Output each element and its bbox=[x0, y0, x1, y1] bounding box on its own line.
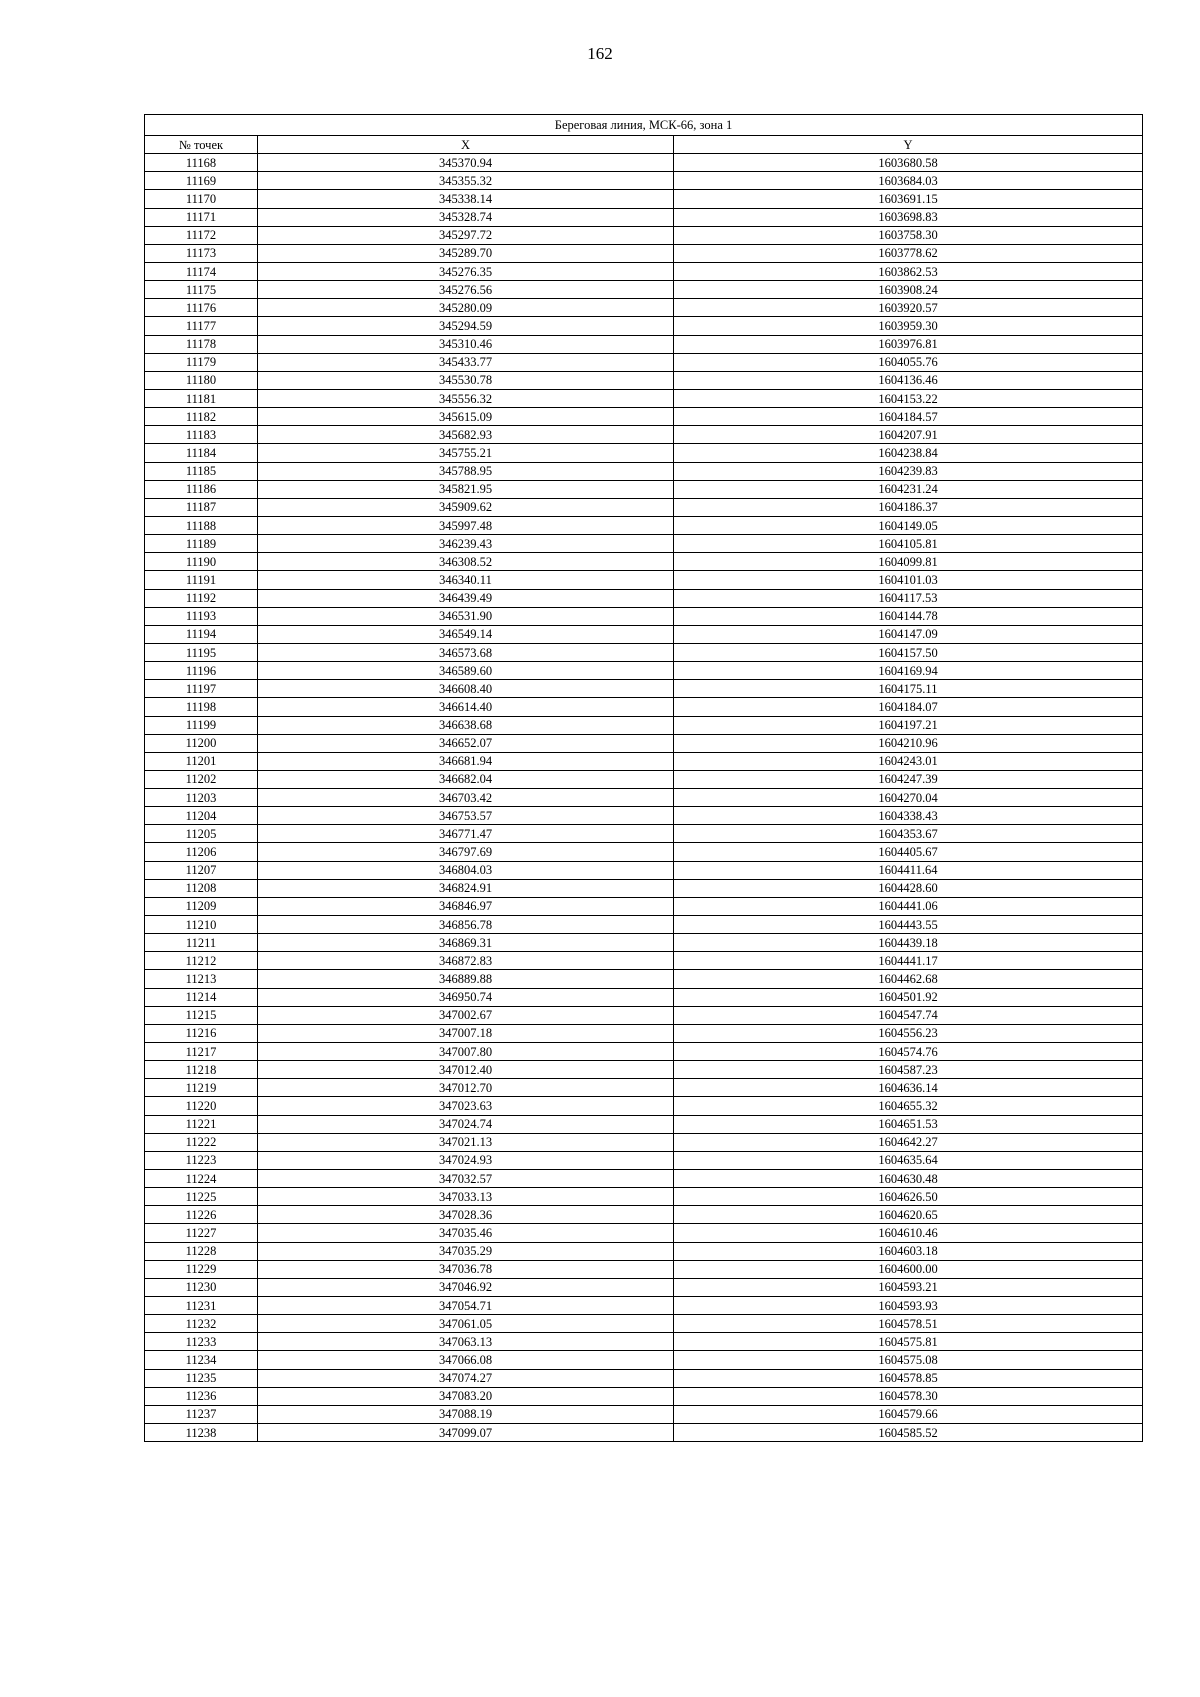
table-row bbox=[145, 770, 1143, 788]
y-cell: 1604578.85 bbox=[674, 1369, 1143, 1387]
y-cell: 1604585.52 bbox=[674, 1423, 1143, 1441]
table-row bbox=[145, 1170, 1143, 1188]
y-cell: 1603680.58 bbox=[674, 154, 1143, 172]
table-row bbox=[145, 1278, 1143, 1296]
table-row bbox=[145, 172, 1143, 190]
table-row bbox=[145, 226, 1143, 244]
point-number-cell: 11223 bbox=[145, 1151, 258, 1169]
y-cell: 1604603.18 bbox=[674, 1242, 1143, 1260]
table-row bbox=[145, 408, 1143, 426]
table-row bbox=[145, 807, 1143, 825]
table-row bbox=[145, 607, 1143, 625]
y-cell: 1604147.09 bbox=[674, 625, 1143, 643]
point-number-cell: 11214 bbox=[145, 988, 258, 1006]
table-row bbox=[145, 299, 1143, 317]
point-number-cell: 11182 bbox=[145, 408, 258, 426]
table-row bbox=[145, 752, 1143, 770]
x-cell: 346681.94 bbox=[258, 752, 674, 770]
x-cell: 345276.35 bbox=[258, 262, 674, 280]
point-number-cell: 11220 bbox=[145, 1097, 258, 1115]
table-row bbox=[145, 1351, 1143, 1369]
y-cell: 1603691.15 bbox=[674, 190, 1143, 208]
y-cell: 1604247.39 bbox=[674, 770, 1143, 788]
x-cell: 346439.49 bbox=[258, 589, 674, 607]
point-number-cell: 11197 bbox=[145, 680, 258, 698]
y-cell: 1604501.92 bbox=[674, 988, 1143, 1006]
table-row bbox=[145, 589, 1143, 607]
x-cell: 346753.57 bbox=[258, 807, 674, 825]
point-number-cell: 11222 bbox=[145, 1133, 258, 1151]
point-number-cell: 11232 bbox=[145, 1315, 258, 1333]
table-body bbox=[145, 115, 1143, 1442]
table-row bbox=[145, 789, 1143, 807]
point-number-cell: 11218 bbox=[145, 1061, 258, 1079]
point-number-cell: 11212 bbox=[145, 952, 258, 970]
table-row bbox=[145, 1115, 1143, 1133]
table-row bbox=[145, 988, 1143, 1006]
table-row bbox=[145, 480, 1143, 498]
x-cell: 345997.48 bbox=[258, 516, 674, 534]
x-cell: 345909.62 bbox=[258, 498, 674, 516]
x-cell: 346682.04 bbox=[258, 770, 674, 788]
x-cell: 345328.74 bbox=[258, 208, 674, 226]
x-cell: 347033.13 bbox=[258, 1188, 674, 1206]
point-number-cell: 11205 bbox=[145, 825, 258, 843]
point-number-cell: 11204 bbox=[145, 807, 258, 825]
table-row bbox=[145, 897, 1143, 915]
table-row bbox=[145, 843, 1143, 861]
y-cell: 1603920.57 bbox=[674, 299, 1143, 317]
point-number-cell: 11229 bbox=[145, 1260, 258, 1278]
table-row bbox=[145, 208, 1143, 226]
x-cell: 347035.46 bbox=[258, 1224, 674, 1242]
x-cell: 345289.70 bbox=[258, 244, 674, 262]
y-cell: 1604411.64 bbox=[674, 861, 1143, 879]
point-number-cell: 11195 bbox=[145, 643, 258, 661]
y-cell: 1604353.67 bbox=[674, 825, 1143, 843]
x-cell: 345280.09 bbox=[258, 299, 674, 317]
x-cell: 347024.74 bbox=[258, 1115, 674, 1133]
point-number-cell: 11235 bbox=[145, 1369, 258, 1387]
point-number-cell: 11178 bbox=[145, 335, 258, 353]
header-point-number: № точек bbox=[145, 136, 258, 154]
x-cell: 346950.74 bbox=[258, 988, 674, 1006]
x-cell: 346771.47 bbox=[258, 825, 674, 843]
y-cell: 1604441.06 bbox=[674, 897, 1143, 915]
point-number-cell: 11175 bbox=[145, 281, 258, 299]
x-cell: 347035.29 bbox=[258, 1242, 674, 1260]
table-row bbox=[145, 371, 1143, 389]
y-cell: 1604055.76 bbox=[674, 353, 1143, 371]
table-row bbox=[145, 1297, 1143, 1315]
point-number-cell: 11176 bbox=[145, 299, 258, 317]
point-number-cell: 11196 bbox=[145, 662, 258, 680]
table-row bbox=[145, 825, 1143, 843]
table-row bbox=[145, 662, 1143, 680]
y-cell: 1604600.00 bbox=[674, 1260, 1143, 1278]
x-cell: 347007.18 bbox=[258, 1024, 674, 1042]
x-cell: 347066.08 bbox=[258, 1351, 674, 1369]
point-number-cell: 11188 bbox=[145, 516, 258, 534]
point-number-cell: 11237 bbox=[145, 1405, 258, 1423]
y-cell: 1604186.37 bbox=[674, 498, 1143, 516]
y-cell: 1604441.17 bbox=[674, 952, 1143, 970]
y-cell: 1603778.62 bbox=[674, 244, 1143, 262]
point-number-cell: 11208 bbox=[145, 879, 258, 897]
header-x: X bbox=[258, 136, 674, 154]
table-row bbox=[145, 281, 1143, 299]
point-number-cell: 11228 bbox=[145, 1242, 258, 1260]
table-row bbox=[145, 643, 1143, 661]
table-row bbox=[145, 952, 1143, 970]
y-cell: 1604626.50 bbox=[674, 1188, 1143, 1206]
x-cell: 347036.78 bbox=[258, 1260, 674, 1278]
table-row bbox=[145, 462, 1143, 480]
table-title: Береговая линия, МСК-66, зона 1 bbox=[145, 115, 1143, 136]
table-row bbox=[145, 244, 1143, 262]
x-cell: 347083.20 bbox=[258, 1387, 674, 1405]
x-cell: 346638.68 bbox=[258, 716, 674, 734]
table-row bbox=[145, 680, 1143, 698]
y-cell: 1604157.50 bbox=[674, 643, 1143, 661]
point-number-cell: 11215 bbox=[145, 1006, 258, 1024]
y-cell: 1604578.30 bbox=[674, 1387, 1143, 1405]
x-cell: 346824.91 bbox=[258, 879, 674, 897]
x-cell: 345682.93 bbox=[258, 426, 674, 444]
point-number-cell: 11192 bbox=[145, 589, 258, 607]
y-cell: 1603758.30 bbox=[674, 226, 1143, 244]
y-cell: 1604405.67 bbox=[674, 843, 1143, 861]
y-cell: 1603862.53 bbox=[674, 262, 1143, 280]
x-cell: 346573.68 bbox=[258, 643, 674, 661]
x-cell: 346549.14 bbox=[258, 625, 674, 643]
table-row bbox=[145, 1260, 1143, 1278]
table-row bbox=[145, 970, 1143, 988]
point-number-cell: 11180 bbox=[145, 371, 258, 389]
table-row bbox=[145, 1315, 1143, 1333]
x-cell: 345821.95 bbox=[258, 480, 674, 498]
x-cell: 346889.88 bbox=[258, 970, 674, 988]
point-number-cell: 11190 bbox=[145, 553, 258, 571]
y-cell: 1604593.93 bbox=[674, 1297, 1143, 1315]
y-cell: 1604101.03 bbox=[674, 571, 1143, 589]
y-cell: 1604620.65 bbox=[674, 1206, 1143, 1224]
y-cell: 1603698.83 bbox=[674, 208, 1143, 226]
x-cell: 346239.43 bbox=[258, 535, 674, 553]
y-cell: 1604610.46 bbox=[674, 1224, 1143, 1242]
x-cell: 347007.80 bbox=[258, 1043, 674, 1061]
point-number-cell: 11219 bbox=[145, 1079, 258, 1097]
y-cell: 1604144.78 bbox=[674, 607, 1143, 625]
x-cell: 347024.93 bbox=[258, 1151, 674, 1169]
y-cell: 1604593.21 bbox=[674, 1278, 1143, 1296]
x-cell: 345556.32 bbox=[258, 389, 674, 407]
table-row bbox=[145, 1097, 1143, 1115]
y-cell: 1604642.27 bbox=[674, 1133, 1143, 1151]
x-cell: 345615.09 bbox=[258, 408, 674, 426]
point-number-cell: 11225 bbox=[145, 1188, 258, 1206]
y-cell: 1604136.46 bbox=[674, 371, 1143, 389]
point-number-cell: 11216 bbox=[145, 1024, 258, 1042]
x-cell: 345355.32 bbox=[258, 172, 674, 190]
table-row bbox=[145, 625, 1143, 643]
point-number-cell: 11177 bbox=[145, 317, 258, 335]
y-cell: 1604578.51 bbox=[674, 1315, 1143, 1333]
x-cell: 345297.72 bbox=[258, 226, 674, 244]
x-cell: 347012.40 bbox=[258, 1061, 674, 1079]
table-row bbox=[145, 516, 1143, 534]
table-row bbox=[145, 1224, 1143, 1242]
table-row bbox=[145, 1006, 1143, 1024]
y-cell: 1603908.24 bbox=[674, 281, 1143, 299]
table-row bbox=[145, 262, 1143, 280]
x-cell: 346804.03 bbox=[258, 861, 674, 879]
table-row bbox=[145, 879, 1143, 897]
table-row bbox=[145, 335, 1143, 353]
table-row bbox=[145, 1242, 1143, 1260]
x-cell: 347012.70 bbox=[258, 1079, 674, 1097]
point-number-cell: 11230 bbox=[145, 1278, 258, 1296]
point-number-cell: 11236 bbox=[145, 1387, 258, 1405]
x-cell: 347046.92 bbox=[258, 1278, 674, 1296]
x-cell: 346652.07 bbox=[258, 734, 674, 752]
table-row bbox=[145, 1061, 1143, 1079]
table-row bbox=[145, 1024, 1143, 1042]
y-cell: 1604587.23 bbox=[674, 1061, 1143, 1079]
table-row bbox=[145, 1369, 1143, 1387]
y-cell: 1603959.30 bbox=[674, 317, 1143, 335]
table-row bbox=[145, 317, 1143, 335]
table-row bbox=[145, 698, 1143, 716]
point-number-cell: 11203 bbox=[145, 789, 258, 807]
x-cell: 346869.31 bbox=[258, 934, 674, 952]
table-row bbox=[145, 1405, 1143, 1423]
point-number-cell: 11189 bbox=[145, 535, 258, 553]
table-row bbox=[145, 389, 1143, 407]
x-cell: 345433.77 bbox=[258, 353, 674, 371]
point-number-cell: 11187 bbox=[145, 498, 258, 516]
table-row bbox=[145, 444, 1143, 462]
x-cell: 347088.19 bbox=[258, 1405, 674, 1423]
point-number-cell: 11207 bbox=[145, 861, 258, 879]
point-number-cell: 11201 bbox=[145, 752, 258, 770]
x-cell: 346340.11 bbox=[258, 571, 674, 589]
table-row bbox=[145, 553, 1143, 571]
table-row bbox=[145, 1387, 1143, 1405]
x-cell: 346614.40 bbox=[258, 698, 674, 716]
table-row bbox=[145, 861, 1143, 879]
point-number-cell: 11199 bbox=[145, 716, 258, 734]
point-number-cell: 11179 bbox=[145, 353, 258, 371]
x-cell: 346589.60 bbox=[258, 662, 674, 680]
y-cell: 1604210.96 bbox=[674, 734, 1143, 752]
table-row bbox=[145, 1333, 1143, 1351]
table-row bbox=[145, 1151, 1143, 1169]
y-cell: 1604149.05 bbox=[674, 516, 1143, 534]
table-row bbox=[145, 353, 1143, 371]
y-cell: 1604655.32 bbox=[674, 1097, 1143, 1115]
x-cell: 346797.69 bbox=[258, 843, 674, 861]
point-number-cell: 11193 bbox=[145, 607, 258, 625]
table-title-row bbox=[145, 115, 1143, 136]
point-number-cell: 11200 bbox=[145, 734, 258, 752]
x-cell: 347021.13 bbox=[258, 1133, 674, 1151]
point-number-cell: 11173 bbox=[145, 244, 258, 262]
x-cell: 345788.95 bbox=[258, 462, 674, 480]
y-cell: 1604575.08 bbox=[674, 1351, 1143, 1369]
x-cell: 345276.56 bbox=[258, 281, 674, 299]
point-number-cell: 11213 bbox=[145, 970, 258, 988]
y-cell: 1604651.53 bbox=[674, 1115, 1143, 1133]
table-row bbox=[145, 535, 1143, 553]
table-row bbox=[145, 1079, 1143, 1097]
y-cell: 1604117.53 bbox=[674, 589, 1143, 607]
y-cell: 1604175.11 bbox=[674, 680, 1143, 698]
point-number-cell: 11238 bbox=[145, 1423, 258, 1441]
x-cell: 347054.71 bbox=[258, 1297, 674, 1315]
point-number-cell: 11169 bbox=[145, 172, 258, 190]
point-number-cell: 11211 bbox=[145, 934, 258, 952]
point-number-cell: 11168 bbox=[145, 154, 258, 172]
page-number: 162 bbox=[587, 44, 613, 63]
y-cell: 1604238.84 bbox=[674, 444, 1143, 462]
point-number-cell: 11231 bbox=[145, 1297, 258, 1315]
y-cell: 1604630.48 bbox=[674, 1170, 1143, 1188]
point-number-cell: 11183 bbox=[145, 426, 258, 444]
x-cell: 347023.63 bbox=[258, 1097, 674, 1115]
point-number-cell: 11191 bbox=[145, 571, 258, 589]
y-cell: 1604207.91 bbox=[674, 426, 1143, 444]
table-row bbox=[145, 154, 1143, 172]
x-cell: 347074.27 bbox=[258, 1369, 674, 1387]
x-cell: 347061.05 bbox=[258, 1315, 674, 1333]
point-number-cell: 11198 bbox=[145, 698, 258, 716]
point-number-cell: 11194 bbox=[145, 625, 258, 643]
y-cell: 1604270.04 bbox=[674, 789, 1143, 807]
point-number-cell: 11186 bbox=[145, 480, 258, 498]
point-number-cell: 11170 bbox=[145, 190, 258, 208]
x-cell: 345310.46 bbox=[258, 335, 674, 353]
table-row bbox=[145, 1133, 1143, 1151]
x-cell: 347063.13 bbox=[258, 1333, 674, 1351]
y-cell: 1604105.81 bbox=[674, 535, 1143, 553]
y-cell: 1604575.81 bbox=[674, 1333, 1143, 1351]
y-cell: 1604169.94 bbox=[674, 662, 1143, 680]
x-cell: 345370.94 bbox=[258, 154, 674, 172]
table-row bbox=[145, 916, 1143, 934]
y-cell: 1604556.23 bbox=[674, 1024, 1143, 1042]
y-cell: 1604184.07 bbox=[674, 698, 1143, 716]
y-cell: 1604462.68 bbox=[674, 970, 1143, 988]
y-cell: 1604153.22 bbox=[674, 389, 1143, 407]
x-cell: 347002.67 bbox=[258, 1006, 674, 1024]
table-row bbox=[145, 934, 1143, 952]
point-number-cell: 11171 bbox=[145, 208, 258, 226]
y-cell: 1604428.60 bbox=[674, 879, 1143, 897]
y-cell: 1604239.83 bbox=[674, 462, 1143, 480]
y-cell: 1604243.01 bbox=[674, 752, 1143, 770]
x-cell: 346856.78 bbox=[258, 916, 674, 934]
y-cell: 1604439.18 bbox=[674, 934, 1143, 952]
point-number-cell: 11184 bbox=[145, 444, 258, 462]
point-number-cell: 11185 bbox=[145, 462, 258, 480]
x-cell: 346872.83 bbox=[258, 952, 674, 970]
table-row bbox=[145, 716, 1143, 734]
table-row bbox=[145, 1206, 1143, 1224]
point-number-cell: 11174 bbox=[145, 262, 258, 280]
point-number-cell: 11202 bbox=[145, 770, 258, 788]
x-cell: 347032.57 bbox=[258, 1170, 674, 1188]
point-number-cell: 11224 bbox=[145, 1170, 258, 1188]
y-cell: 1603976.81 bbox=[674, 335, 1143, 353]
point-number-cell: 11217 bbox=[145, 1043, 258, 1061]
y-cell: 1604197.21 bbox=[674, 716, 1143, 734]
point-number-cell: 11221 bbox=[145, 1115, 258, 1133]
y-cell: 1603684.03 bbox=[674, 172, 1143, 190]
y-cell: 1604231.24 bbox=[674, 480, 1143, 498]
x-cell: 347099.07 bbox=[258, 1423, 674, 1441]
table-row bbox=[145, 1423, 1143, 1441]
table-row bbox=[145, 1043, 1143, 1061]
point-number-cell: 11210 bbox=[145, 916, 258, 934]
point-number-cell: 11226 bbox=[145, 1206, 258, 1224]
y-cell: 1604547.74 bbox=[674, 1006, 1143, 1024]
point-number-cell: 11206 bbox=[145, 843, 258, 861]
table-row bbox=[145, 571, 1143, 589]
point-number-cell: 11209 bbox=[145, 897, 258, 915]
x-cell: 345755.21 bbox=[258, 444, 674, 462]
x-cell: 345338.14 bbox=[258, 190, 674, 208]
point-number-cell: 11227 bbox=[145, 1224, 258, 1242]
table-row bbox=[145, 498, 1143, 516]
x-cell: 346703.42 bbox=[258, 789, 674, 807]
coordinates-table bbox=[144, 114, 1143, 1442]
x-cell: 346608.40 bbox=[258, 680, 674, 698]
x-cell: 346846.97 bbox=[258, 897, 674, 915]
x-cell: 346531.90 bbox=[258, 607, 674, 625]
y-cell: 1604636.14 bbox=[674, 1079, 1143, 1097]
table-row bbox=[145, 734, 1143, 752]
point-number-cell: 11172 bbox=[145, 226, 258, 244]
point-number-cell: 11181 bbox=[145, 389, 258, 407]
y-cell: 1604635.64 bbox=[674, 1151, 1143, 1169]
table-row bbox=[145, 1188, 1143, 1206]
point-number-cell: 11234 bbox=[145, 1351, 258, 1369]
x-cell: 345530.78 bbox=[258, 371, 674, 389]
table-row bbox=[145, 190, 1143, 208]
y-cell: 1604574.76 bbox=[674, 1043, 1143, 1061]
table-header-row bbox=[145, 136, 1143, 154]
table-row bbox=[145, 426, 1143, 444]
y-cell: 1604579.66 bbox=[674, 1405, 1143, 1423]
x-cell: 346308.52 bbox=[258, 553, 674, 571]
y-cell: 1604338.43 bbox=[674, 807, 1143, 825]
x-cell: 347028.36 bbox=[258, 1206, 674, 1224]
y-cell: 1604099.81 bbox=[674, 553, 1143, 571]
x-cell: 345294.59 bbox=[258, 317, 674, 335]
point-number-cell: 11233 bbox=[145, 1333, 258, 1351]
y-cell: 1604184.57 bbox=[674, 408, 1143, 426]
y-cell: 1604443.55 bbox=[674, 916, 1143, 934]
header-y: Y bbox=[674, 136, 1143, 154]
